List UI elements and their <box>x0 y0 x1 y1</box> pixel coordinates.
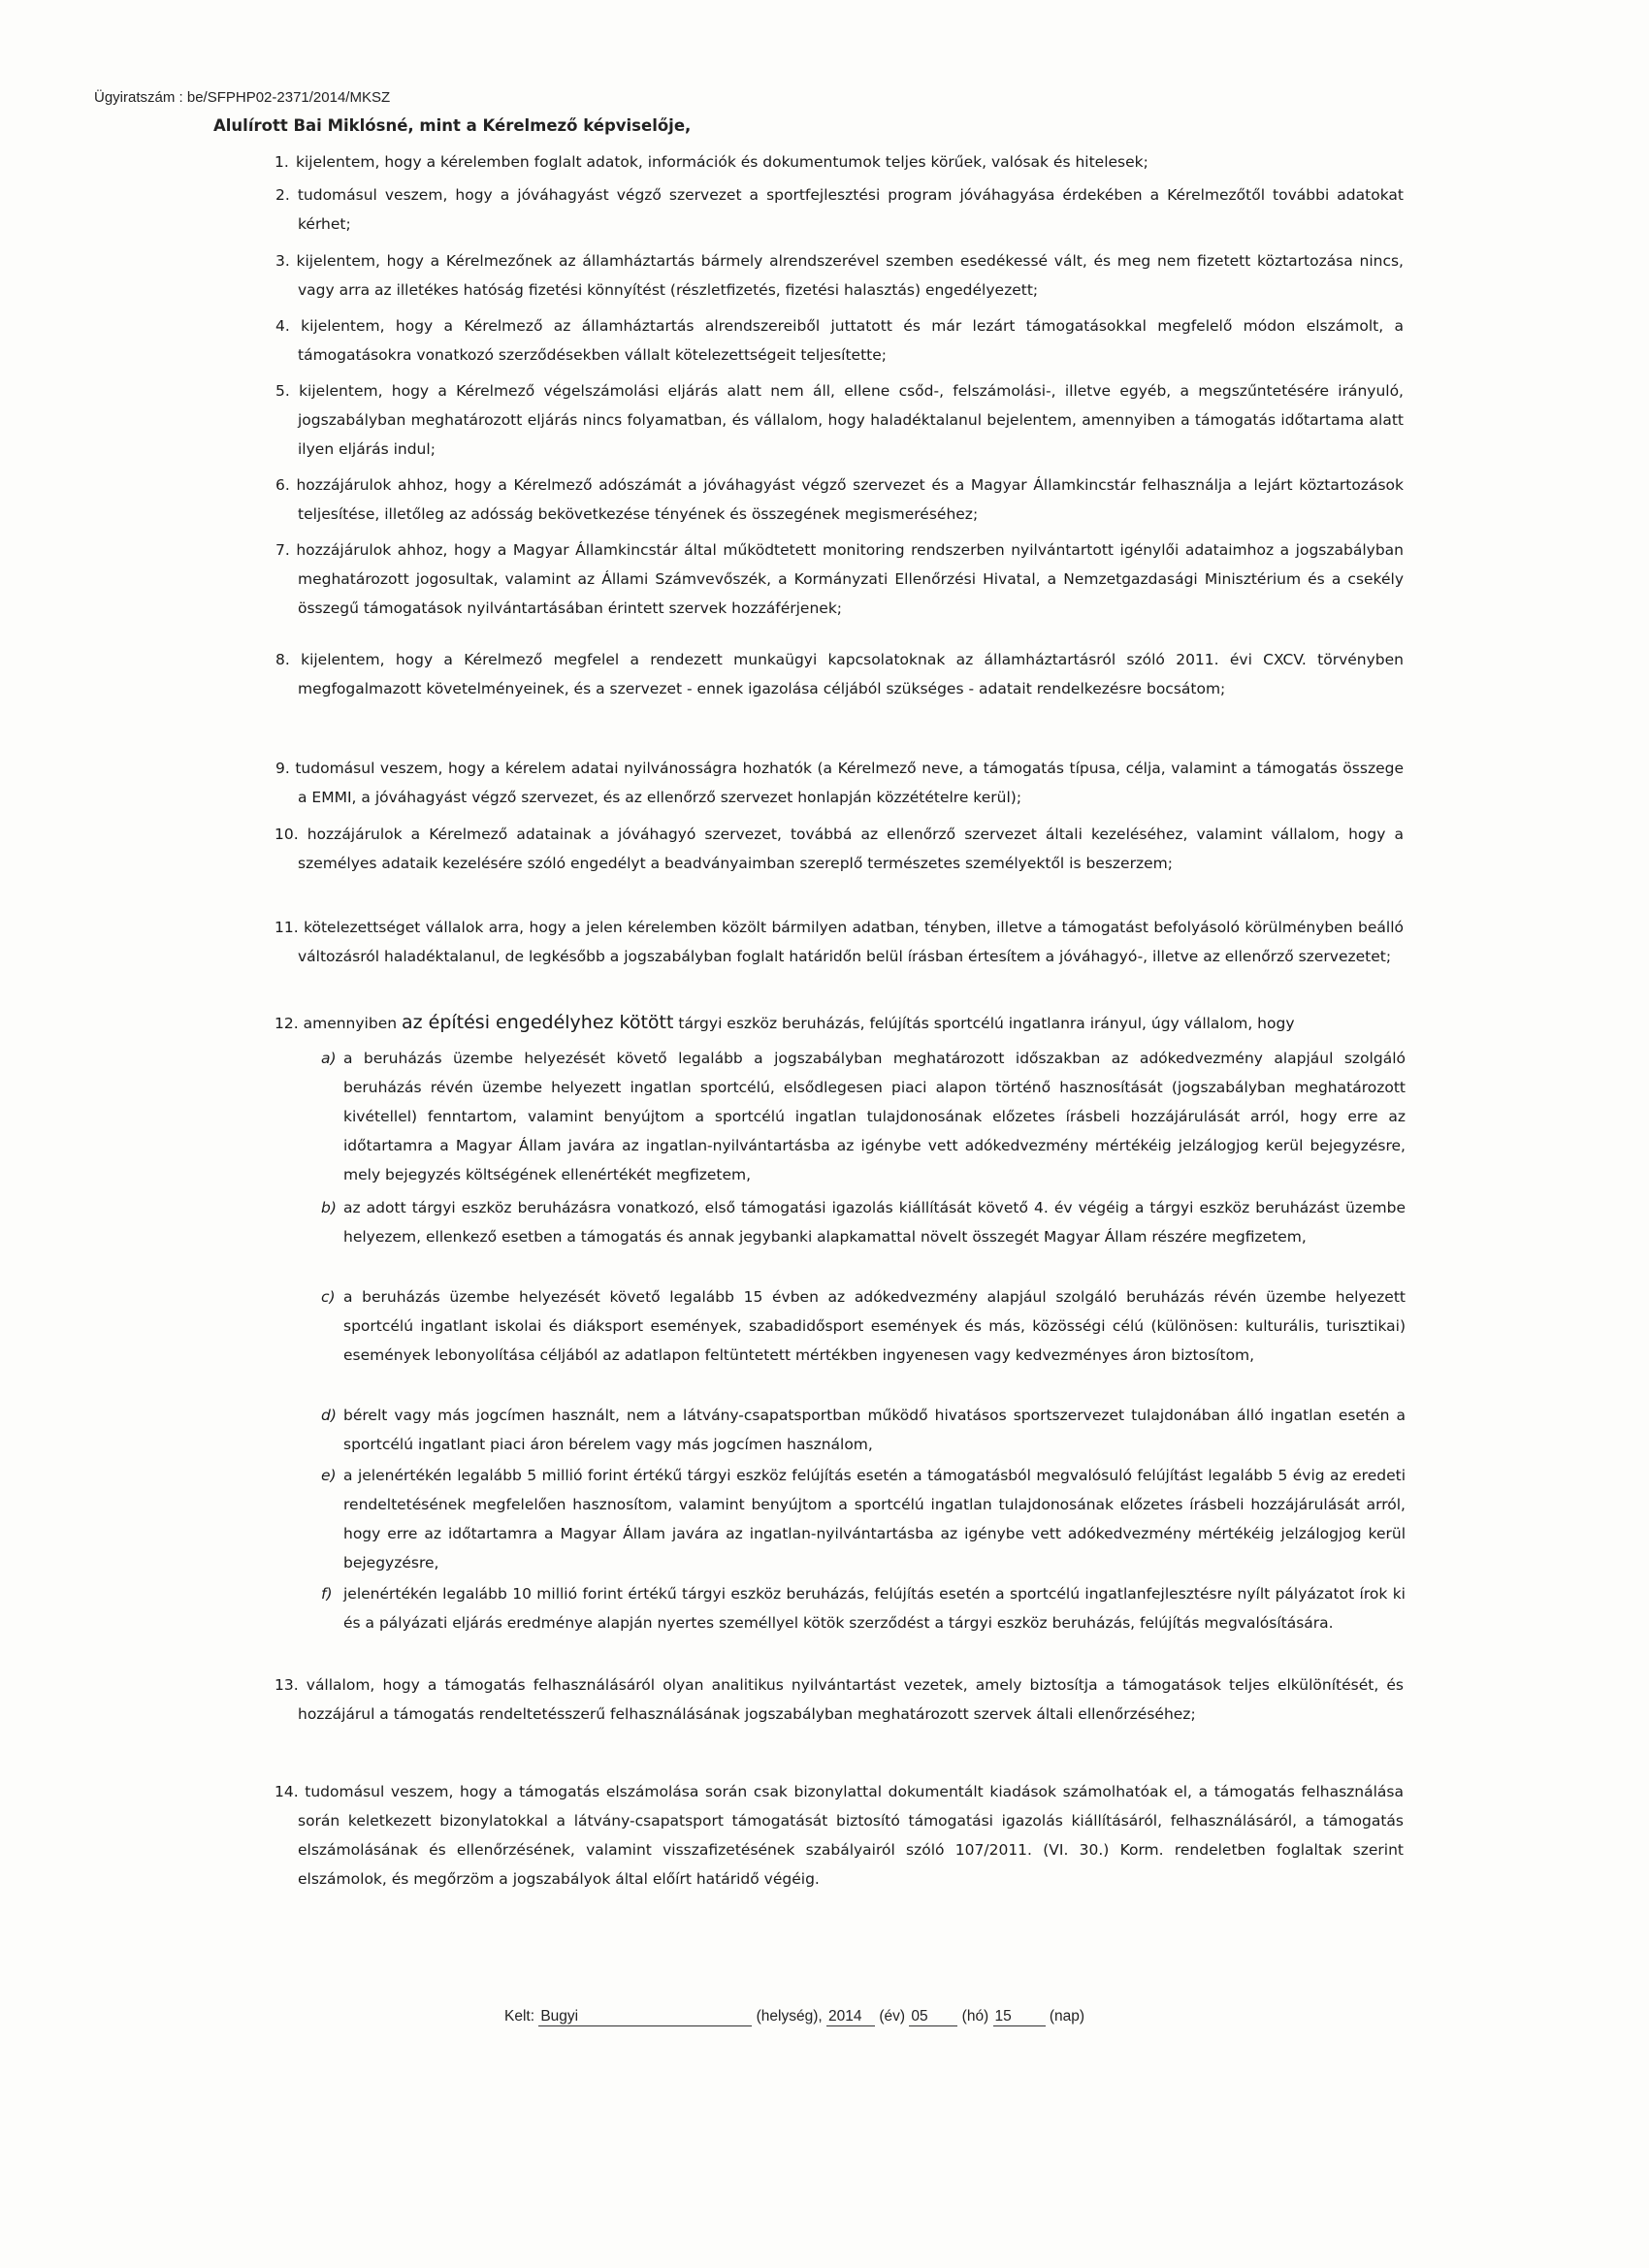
sub-item-text: bérelt vagy más jogcímen használt, nem a látvány-csapatsportban működő hivatásos sportszervezet tulajdonában álló ingatlan esetén a sportcélú ingatlant piaci áron bérelem vagy más jogcímen használom, <box>343 1407 1406 1453</box>
sub-item-text: a beruházás üzembe helyezését követő legalább 15 évben az adókedvezmény alapjául szolgáló beruházás révén üzembe helyezett sportcélú ingatlant iskolai és diáksport események, szabadidősport események és más, közösségi célú (különösen: kulturális, turisztikai) események lebonyolítása céljából az adatlapon feltüntetett mértékben ingyenesen vagy kedvezményes áron biztosítom, <box>343 1288 1406 1364</box>
item-number: 5. <box>275 382 290 400</box>
sub-item-text: jelenértékén legalább 10 millió forint értékű tárgyi eszköz beruházás, felújítás esetén a sportcélú ingatlanfejlesztésre nyílt pályázatot írok ki és a pályázati eljárás eredménye alapján nyertes személlyel kötök szerződést a tárgyi eszköz beruházás, felújítás megvalósítására. <box>343 1585 1406 1632</box>
item-text-rest: tárgyi eszköz beruházás, felújítás sportcélú ingatlanra irányul, úgy vállalom, hogy <box>673 1015 1295 1032</box>
item-number: 2. <box>275 186 290 204</box>
list-item <box>275 1777 1404 1894</box>
year-field: 2014 <box>826 2008 875 2026</box>
item-text: tudomásul veszem, hogy a kérelem adatai nyilvánosságra hozhatók (a Kérelmező neve, a támogatás típusa, célja, valamint a támogatás összege a EMMI, a jóváhagyást végző szervezet, és az ellenőrző szervezet honlapján közzétételre kerül); <box>295 760 1404 806</box>
list-item <box>275 754 1404 812</box>
item-number: 13. <box>275 1676 299 1694</box>
item-text: hozzájárulok ahhoz, hogy a Magyar Államkincstár által működtetett monitoring rendszerben nyilvántartott igénylői adataimhoz a jogszabályban meghatározott jogosultak, valamint az Állami Számvevőszék, a Kormányzati Ellenőrzési Hivatal, a Nemzetgazdasági Minisztérium és a csekély összegű támogatások nyilvántartásában érintett szervek hozzáférjenek; <box>296 541 1404 617</box>
item-text: kijelentem, hogy a Kérelmező végelszámolási eljárás alatt nem áll, ellene csőd-, felszámolási-, illetve egyéb, a megszűntetésére irányuló, jogszabályban meghatározott eljárás nincs folyamatban, és vállalom, hogy haladéktalanul bejelentem, amennyiben a támogatás időtartama alatt ilyen eljárás indul; <box>298 382 1404 458</box>
list-item <box>275 311 1404 370</box>
list-item <box>275 645 1404 703</box>
sub-list-item <box>321 1461 1406 1577</box>
item-text: kötelezettséget vállalok arra, hogy a jelen kérelemben közölt bármilyen adatban, tényben, illetve a támogatást befolyásoló körülményben beálló változásról haladéktalanul, de legkésőbb a jogszabályban foglalt határidőn belül írásban értesítem a jóváhagyó-, illetve az ellenőrző szervezetet; <box>298 919 1404 965</box>
sub-list-item <box>321 1401 1406 1459</box>
item-text-emphasis: az építési engedélyhez kötött <box>401 1012 674 1033</box>
item-text: hozzájárulok ahhoz, hogy a Kérelmező adószámát a jóváhagyást végző szervezet és a Magyar Államkincstár felhasználja a lejárt köztartozások teljesítése, illetőleg az adósság bekövetkezése tényének és összegének megismeréséhez; <box>296 476 1404 523</box>
item-text: vállalom, hogy a támogatás felhasználásáról olyan analitikus nyilvántartást vezetek, amely biztosítja a támogatások teljes elkülönítését, és hozzájárul a támogatás rendeltetésszerű felhasználásának jogszabályban meghatározott szervek általi ellenőrzéséhez; <box>298 1676 1404 1723</box>
sub-item-text: az adott tárgyi eszköz beruházásra vonatkozó, első támogatási igazolás kiállítását követő 4. év végéig a tárgyi eszköz beruházást üzembe helyezem, ellenkező esetben a támogatás és annak jegybanki alapkamattal növelt összegét Magyar Állam részére megfizetem, <box>343 1199 1406 1246</box>
item-number: 7. <box>275 541 290 559</box>
list-item <box>275 180 1404 239</box>
item-number: 1. <box>275 153 289 171</box>
sub-list-item <box>321 1193 1406 1251</box>
year-label: (év) <box>879 2008 906 2025</box>
date-place-line <box>504 2008 1084 2026</box>
sub-list-item <box>321 1044 1406 1189</box>
sub-item-label: e) <box>321 1467 337 1484</box>
list-item <box>275 470 1404 529</box>
list-item <box>275 535 1404 623</box>
list-item <box>275 376 1404 464</box>
item-text: kijelentem, hogy a Kérelmező az államháztartás alrendszereiből juttatott és már lezárt támogatásokkal megfelelő módon elszámolt, a támogatásokra vonatkozó szerződésekben vállalt kötelezettségeit teljesítette; <box>298 317 1404 364</box>
item-number: 14. <box>275 1783 299 1800</box>
list-item <box>275 913 1404 971</box>
sub-item-text: a jelenértékén legalább 5 millió forint értékű tárgyi eszköz felújítás esetén a támogatásból megvalósuló felújítást legalább 5 évig az eredeti rendeltetésének megfelelően hasznosítom, valamint benyújtom a sportcélú ingatlan tulajdonosának előzetes írásbeli hozzájárulását arról, hogy erre az időtartamra a Magyar Állam javára az ingatlan-nyilvántartásba az igénybe vett adókedvezmény mértékéig jelzálogjog kerül bejegyzésre, <box>343 1467 1406 1571</box>
place-field: Bugyi <box>538 2008 752 2026</box>
list-item <box>275 1008 1413 1038</box>
day-field: 15 <box>993 2008 1046 2026</box>
sub-item-label: d) <box>321 1407 337 1424</box>
sub-item-label: f) <box>321 1585 333 1603</box>
day-label: (nap) <box>1049 2008 1085 2025</box>
kelt-label: Kelt: <box>504 2008 535 2025</box>
item-text: tudomásul veszem, hogy a támogatás elszámolása során csak bizonylattal dokumentált kiadások számolhatóak el, a támogatás felhasználása során keletkezett bizonylatokkal a látvány-csapatsport támogatását biztosító támogatási igazolás kiállításáról, felhasználásáról, a támogatás elszámolásának és ellenőrzésének, valamint visszafizetésének szabályairól szóló 107/2011. (VI. 30.) Korm. rendeletben foglaltak szerint elszámolok, és megőrzöm a jogszabályok által előírt határidő végéig. <box>298 1783 1404 1888</box>
item-text: kijelentem, hogy a Kérelmező megfelel a rendezett munkaügyi kapcsolatoknak az államháztartásról szóló 2011. évi CXCV. törvényben megfogalmazott követelményeinek, és a szervezet - ennek igazolása céljából szükséges - adatait rendelkezésre bocsátom; <box>298 651 1404 697</box>
place-label: (helység), <box>756 2008 823 2025</box>
item-text: tudomásul veszem, hogy a jóváhagyást végző szervezet a sportfejlesztési program jóváhagyása érdekében a Kérelmezőtől további adatokat kérhet; <box>297 186 1404 233</box>
sub-item-label: c) <box>321 1288 336 1306</box>
item-text-lead: amennyiben <box>303 1015 402 1032</box>
sub-list-item <box>321 1282 1406 1370</box>
list-item <box>275 147 1413 177</box>
sub-item-label: a) <box>321 1050 337 1067</box>
sub-item-label: b) <box>321 1199 337 1216</box>
item-number: 4. <box>275 317 290 335</box>
item-number: 12. <box>275 1015 299 1032</box>
item-number: 3. <box>275 252 290 270</box>
month-field: 05 <box>909 2008 957 2026</box>
declaration-heading: Alulírott Bai Miklósné, mint a Kérelmező képviselője, <box>213 116 692 135</box>
item-text: kijelentem, hogy a kérelemben foglalt adatok, információk és dokumentumok teljes körűek, valósak és hitelesek; <box>296 153 1148 171</box>
item-number: 9. <box>275 760 290 777</box>
sub-item-text: a beruházás üzembe helyezését követő legalább a jogszabályban meghatározott időszakban az adókedvezmény alapjául szolgáló beruházás révén üzembe helyezett ingatlan sportcélú, elsődlegesen piaci alapon történő hasznosítását (jogszabályban meghatározott kivétellel) fenntartom, valamint benyújtom a sportcélú ingatlan tulajdonosának előzetes írásbeli hozzájárulását arról, hogy erre az időtartamra a Magyar Állam javára az ingatlan-nyilvántartásba az igénybe vett adókedvezmény mértékéig jelzálogjog kerül bejegyzésre, mely bejegyzés költségének ellenértékét megfizetem, <box>343 1050 1406 1183</box>
item-number: 11. <box>275 919 299 936</box>
list-item <box>275 820 1404 878</box>
sub-list-item <box>321 1579 1406 1637</box>
item-text: hozzájárulok a Kérelmező adatainak a jóváhagyó szervezet, továbbá az ellenőrző szervezet általi kezeléséhez, valamint vállalom, hogy a személyes adataik kezelésére szóló engedélyt a beadványaimban szereplő természetes személyektől is beszerzem; <box>298 826 1404 872</box>
file-reference-number: Ügyiratszám : be/SFPHP02-2371/2014/MKSZ <box>94 89 391 106</box>
item-number: 8. <box>275 651 290 668</box>
item-number: 10. <box>275 826 299 843</box>
item-text: kijelentem, hogy a Kérelmezőnek az államháztartás bármely alrendszerével szemben esedékessé vált, és meg nem fizetett köztartozása nincs, vagy arra az illetékes hatóság fizetési könnyítést (részletfizetés, fizetési halasztás) engedélyezett; <box>296 252 1404 299</box>
item-number: 6. <box>275 476 290 494</box>
list-item <box>275 246 1404 305</box>
list-item <box>275 1670 1404 1729</box>
month-label: (hó) <box>961 2008 989 2025</box>
